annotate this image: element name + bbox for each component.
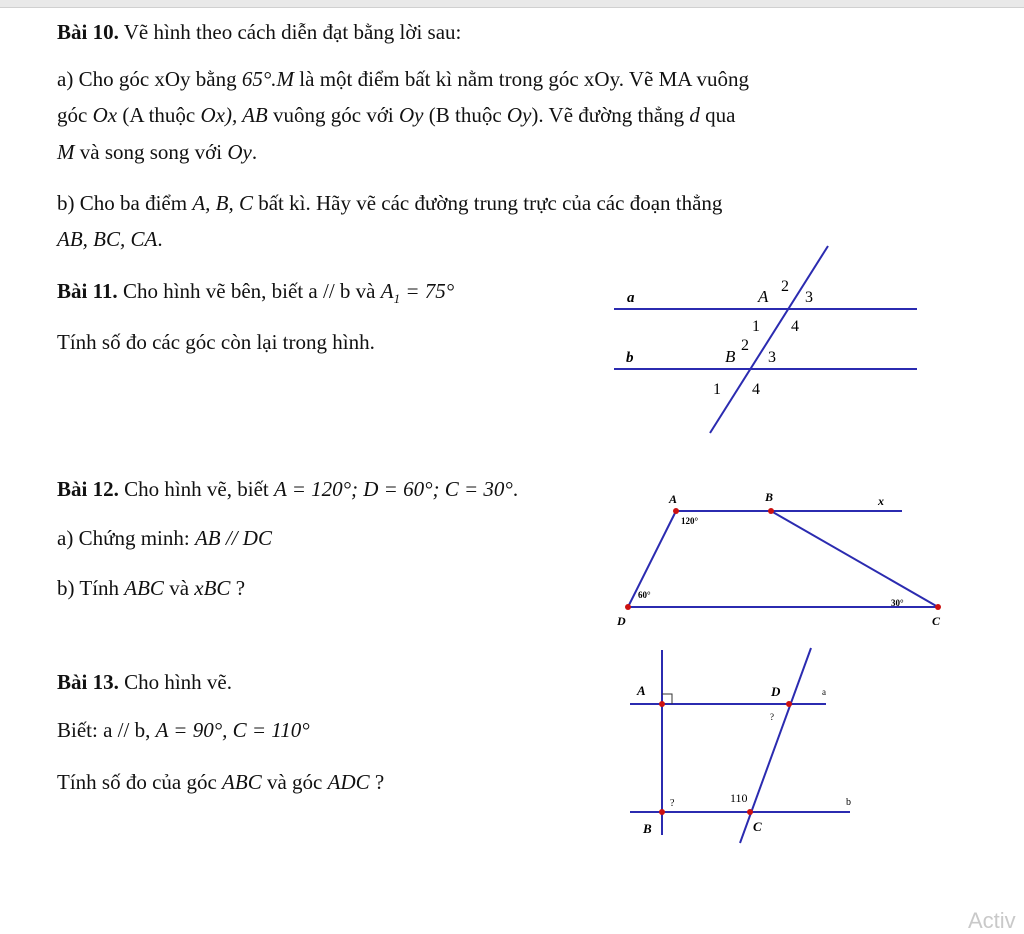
bai10-a-line3: M và song song với Oy. [57, 140, 258, 164]
label-B1: 1 [713, 381, 721, 398]
bai13-line1: Bài 13. Cho hình vẽ. [57, 670, 233, 694]
label-A1: 1 [752, 318, 760, 335]
point-A [673, 508, 679, 514]
point-C [935, 604, 941, 610]
bai12-line1: Bài 12. Cho hình vẽ, biết A = 120°; D = 60°; C = 30°. [57, 477, 519, 501]
label-question-B: ? [670, 798, 675, 809]
bai10-a-line1: a) Cho góc xOy bằng 65°.M là một điểm bất kì nằm trong góc xOy. Vẽ MA vuông [57, 67, 749, 91]
point-B [768, 508, 774, 514]
label-B: B [765, 490, 774, 504]
top-bar [0, 0, 1024, 8]
point-D [786, 701, 792, 707]
label-110: 110 [730, 791, 748, 805]
bai13-line2: Biết: a // b, A = 90°, C = 110° [57, 718, 310, 742]
bai10-a-line2: góc Ox (A thuộc Ox), AB vuông góc với Oy (B thuộc Oy). Vẽ đường thẳng d qua [57, 103, 736, 127]
label-question-D: ? [770, 712, 774, 722]
label-A: A [637, 683, 646, 698]
point-C [747, 809, 753, 815]
label-b: b [626, 350, 634, 366]
bai10-b-line1: b) Cho ba điểm A, B, C bất kì. Hãy vẽ các đường trung trực của các đoạn thẳng [57, 191, 723, 215]
label-b: b [846, 797, 851, 808]
label-a: a [822, 687, 826, 697]
label-60: 60° [638, 590, 651, 600]
label-C: C [932, 614, 941, 628]
label-B3: 3 [768, 349, 776, 366]
line-AD [628, 511, 676, 607]
bai11-line1: Bài 11. Cho hình vẽ bên, biết a // b và $A_1 = 75^\circ$ [57, 279, 455, 307]
label-D: D [771, 684, 781, 699]
label-A3: 3 [805, 289, 813, 306]
point-D [625, 604, 631, 610]
point-B [659, 809, 665, 815]
label-B: B [725, 347, 736, 366]
bai12-b: b) Tính ABC và xBC ? [57, 576, 246, 600]
label-A: A [758, 287, 769, 306]
transversal [710, 246, 828, 433]
line-BC [771, 511, 938, 607]
label-a: a [627, 290, 635, 306]
bai11-line2: Tính số đo các góc còn lại trong hình. [57, 330, 375, 354]
label-A2: 2 [781, 278, 789, 295]
bai12-a: a) Chứng minh: AB // DC [57, 526, 272, 550]
label-A: A [669, 492, 678, 506]
label-B2: 2 [741, 337, 749, 354]
bai13-line3: Tính số đo của góc ABC và góc ADC ? [57, 770, 385, 794]
label-B4: 4 [752, 381, 760, 398]
bai10-b-line2: AB, BC, CA. [57, 227, 163, 251]
bai11-figure [600, 238, 930, 438]
bai12-figure [606, 485, 951, 635]
bai10-heading: Bài 10. Vẽ hình theo cách diễn đạt bằng lời sau: [57, 20, 462, 44]
label-A4: 4 [791, 318, 799, 335]
bai13-figure [620, 640, 870, 850]
label-D: D [617, 614, 626, 628]
label-B: B [643, 821, 652, 836]
label-120: 120° [681, 516, 699, 526]
point-A [659, 701, 665, 707]
label-C: C [753, 819, 762, 834]
label-x: x [878, 494, 884, 508]
activation-watermark: Activ [968, 908, 1016, 933]
label-30: 30° [891, 598, 904, 608]
